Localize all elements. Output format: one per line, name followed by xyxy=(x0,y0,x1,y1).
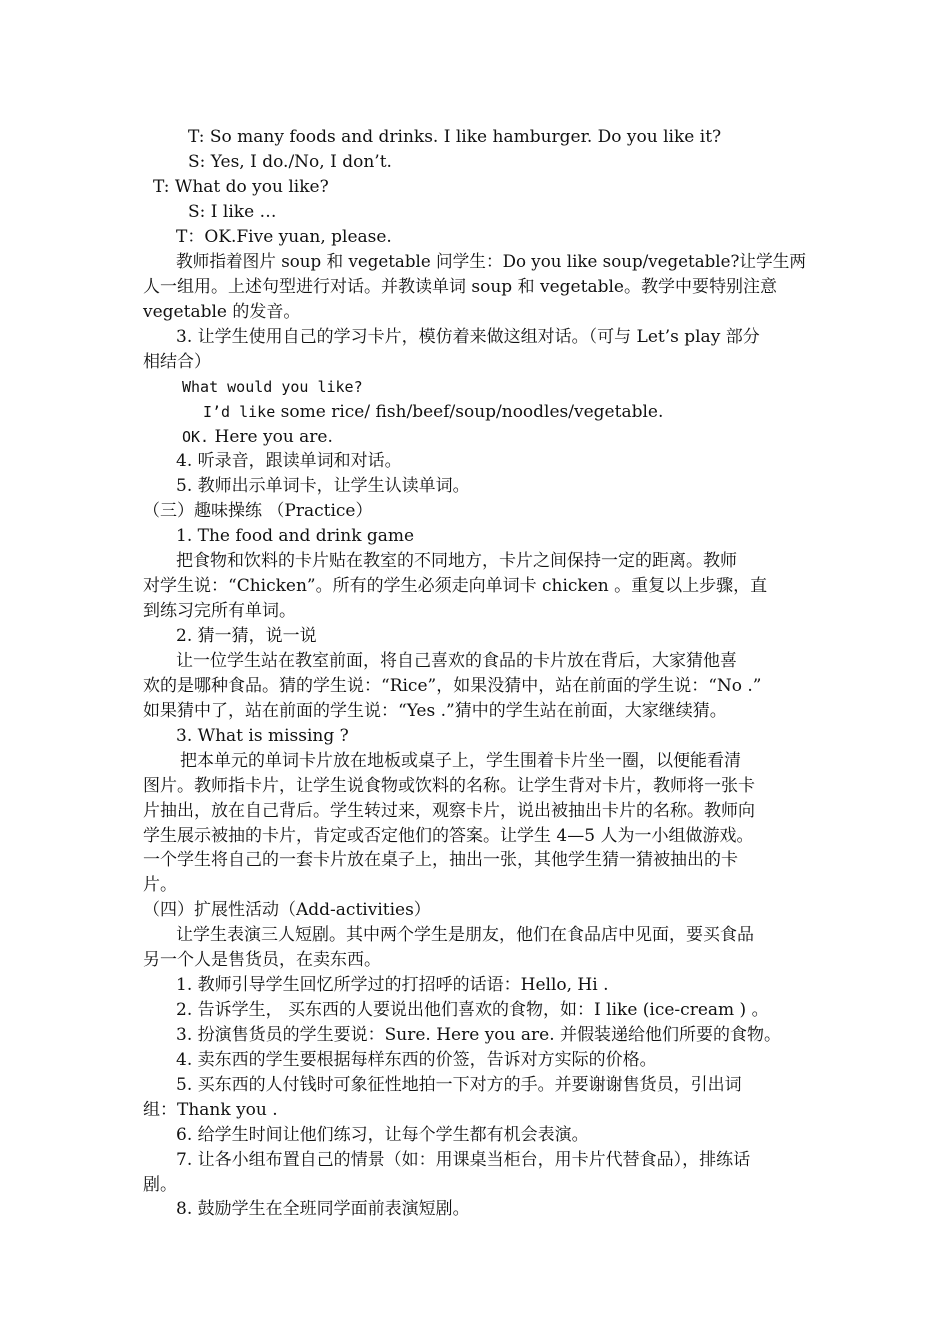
paragraph-line: 让学生表演三人短剧。其中两个学生是朋友，他们在食品店中见面，要买食品 xyxy=(176,925,754,945)
section-heading: （四）扩展性活动（Add-activities） xyxy=(143,900,431,920)
step-item: 4. 卖东西的学生要根据每样东西的价签，告诉对方实际的价格。 xyxy=(176,1050,657,1070)
paragraph-line: 人一组用。上述句型进行对话。并教读单词 soup 和 vegetable。教学中要特别注意 xyxy=(143,277,777,297)
text-run: OK. xyxy=(182,428,210,446)
text-run: 教师指着图片 soup 和 vegetable 问学生：Do you like soup/vegetable?让学生两 xyxy=(176,252,807,272)
text-run: Here you are. xyxy=(209,427,333,447)
paragraph-line: 对学生说：“Chicken”。所有的学生必须走向单词卡 chicken 。重复以上步骤，直 xyxy=(143,576,768,596)
step-item: 1. The food and drink game xyxy=(176,526,415,546)
section-heading: （三）趣味操练 （Practice） xyxy=(143,501,373,521)
step-item: 4. 听录音，跟读单词和对话。 xyxy=(176,451,402,471)
paragraph-line: 图片。教师指卡片，让学生说食物或饮料的名称。让学生背对卡片，教师将一张卡 xyxy=(143,776,755,796)
step-item: 3. 扮演售货员的学生要说：Sure. Here you are. 并假装递给他们所要的食物。 xyxy=(176,1025,782,1045)
sentence-pattern: What would you like? xyxy=(182,378,363,396)
paragraph-line: 片抽出，放在自己背后。学生转过来，观察卡片，说出被抽出卡片的名称。教师向 xyxy=(143,801,755,821)
dialogue-line: T: So many foods and drinks. I like hamburger. Do you like it? xyxy=(188,127,722,147)
paragraph-line: 欢的是哪种食品。猜的学生说：“Rice”，如果没猜中，站在前面的学生说：“No .” xyxy=(143,676,762,696)
paragraph-line: 一个学生将自己的一套卡片放在桌子上，抽出一张，其他学生猜一猜被抽出的卡 xyxy=(143,850,738,870)
paragraph-line: 让一位学生站在教室前面，将自己喜欢的食品的卡片放在背后，大家猜他喜 xyxy=(176,651,737,671)
dialogue-line: T：OK.Five yuan, please. xyxy=(176,227,392,247)
step-item: 5. 教师出示单词卡，让学生认读单词。 xyxy=(176,476,470,496)
paragraph-line: 组：Thank you . xyxy=(143,1100,278,1120)
paragraph-line: 把食物和饮料的卡片贴在教室的不同地方，卡片之间保持一定的距离。教师 xyxy=(176,551,737,571)
step-item: 2. 猜一猜，说一说 xyxy=(176,626,317,646)
dialogue-line: S: Yes, I do./No, I don’t. xyxy=(188,152,392,172)
text-run: I’d like xyxy=(203,403,276,421)
paragraph-line: 学生展示被抽的卡片，肯定或否定他们的答案。让学生 4—5 人为一小组做游戏。 xyxy=(143,826,754,846)
paragraph-line: 相结合） xyxy=(143,352,211,372)
step-item: 5. 买东西的人付钱时可象征性地拍一下对方的手。并要谢谢售货员，引出词 xyxy=(176,1075,742,1095)
paragraph-line: 如果猜中了，站在前面的学生说：“Yes .”猜中的学生站在前面，大家继续猜。 xyxy=(143,701,727,721)
sentence-pattern xyxy=(203,400,663,424)
step-item: 6. 给学生时间让他们练习，让每个学生都有机会表演。 xyxy=(176,1125,589,1145)
sentence-pattern xyxy=(182,425,333,449)
step-item: 7. 让各小组布置自己的情景（如：用课桌当柜台，用卡片代替食品），排练话 xyxy=(176,1150,751,1170)
paragraph-line xyxy=(176,250,807,274)
paragraph-line: vegetable 的发音。 xyxy=(143,302,301,322)
step-item: 3. What is missing ? xyxy=(176,726,349,746)
step-item: 1. 教师引导学生回忆所学过的打招呼的话语：Hello, Hi . xyxy=(176,975,609,995)
paragraph-line: 剧。 xyxy=(143,1175,177,1195)
dialogue-line: S: I like … xyxy=(188,202,277,222)
step-item: 8. 鼓励学生在全班同学面前表演短剧。 xyxy=(176,1199,470,1219)
paragraph-line: 到练习完所有单词。 xyxy=(143,601,296,621)
step-item: 3. 让学生使用自己的学习卡片，模仿着来做这组对话。（可与 Let’s play 部分 xyxy=(176,327,760,347)
paragraph-line: 把本单元的单词卡片放在地板或桌子上，学生围着卡片坐一圈，以便能看清 xyxy=(180,751,741,771)
text-run: some rice/ fish/beef/soup/noodles/vegetable. xyxy=(275,402,664,422)
dialogue-line: T: What do you like? xyxy=(153,177,329,197)
paragraph-line: 片。 xyxy=(143,875,177,895)
paragraph-line: 另一个人是售货员，在卖东西。 xyxy=(143,950,381,970)
step-item: 2. 告诉学生， 买东西的人要说出他们喜欢的食物，如：I like (ice-cream ) 。 xyxy=(176,1000,769,1020)
